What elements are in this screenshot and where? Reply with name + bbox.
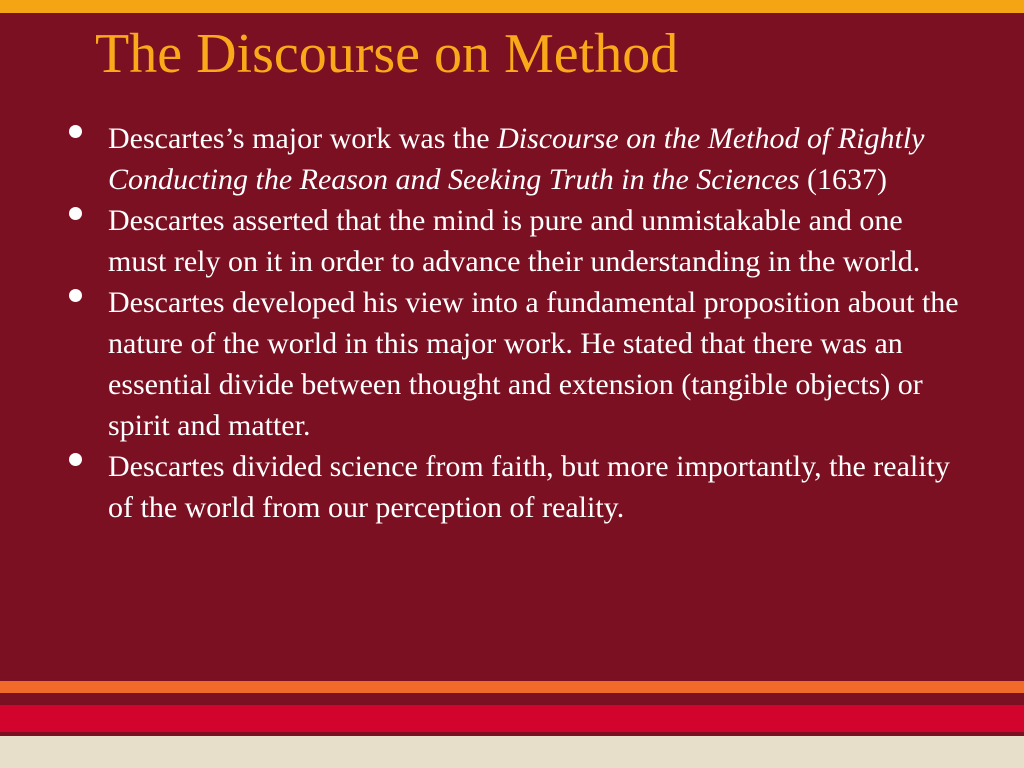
bullet-text: Descartes divided science from faith, but more importantly, the reality of the world from our perception of reality. (108, 450, 950, 524)
bullet-item-1 (60, 118, 960, 200)
bullet-text: Descartes asserted that the mind is pure and unmistakable and one must rely on it in order to advance their understanding in the world. (108, 204, 921, 278)
bullet-item-3 (60, 282, 960, 446)
footer-stripe-orange (0, 681, 1024, 693)
top-accent-band (0, 0, 1024, 13)
footer-stripe-red (0, 705, 1024, 732)
bullet-dot-icon (69, 207, 82, 220)
bullet-item-2 (60, 200, 960, 282)
bullet-list (60, 118, 960, 528)
bullet-text: Descartes’s major work was the Discourse on the Method of Rightly Conducting the Reason and Seeking Truth in the Sciences (1637) (108, 122, 925, 196)
bullet-dot-icon (69, 453, 82, 466)
bullet-text: Descartes developed his view into a fundamental proposition about the nature of the world in this major work. He stated that there was an essential divide between thought and extension (tangible objects) or spirit and matter. (108, 286, 959, 442)
bullet-dot-icon (69, 289, 82, 302)
bullet-dot-icon (69, 125, 82, 138)
footer-stripe-cream (0, 736, 1024, 768)
slide-title: The Discourse on Method (95, 23, 679, 85)
bullet-item-4 (60, 446, 960, 528)
book-title: Discourse on the Method of Rightly Conducting the Reason and Seeking Truth in the Sciences (108, 122, 925, 196)
